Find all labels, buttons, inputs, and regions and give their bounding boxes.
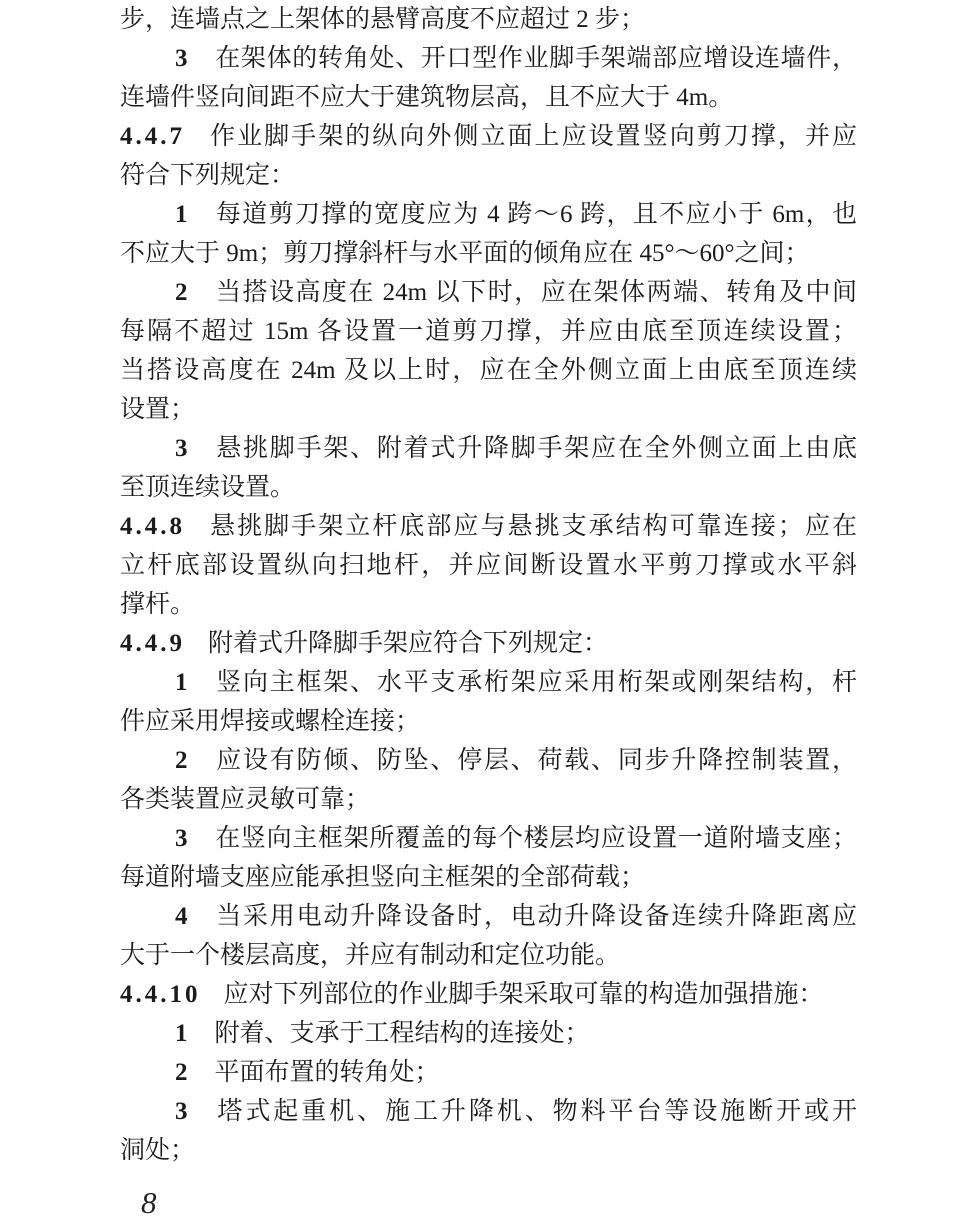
text-line: 3 悬挑脚手架、附着式升降脚手架应在全外侧立面上由底 [175, 435, 857, 462]
text-line: 4.4.8 悬挑脚手架立杆底部应与悬挑支承结构可靠连接；应在 [120, 513, 857, 540]
item-number: 1 [175, 669, 188, 696]
text-line: 2 应设有防倾、防坠、停层、荷载、同步升降控制装置， [175, 747, 857, 774]
item-number: 2 [175, 747, 188, 774]
text-line: 4 当采用电动升降设备时，电动升降设备连续升降距离应 [175, 903, 857, 930]
text-line: 符合下列规定： [120, 162, 296, 189]
text-line: 步，连墙点之上架体的悬臂高度不应超过 2 步； [120, 6, 646, 33]
text-line: 1 每道剪刀撑的宽度应为 4 跨～6 跨，且不应小于 6m，也 [175, 201, 857, 228]
text-line: 4.4.10 应对下列部位的作业脚手架采取可靠的构造加强措施： [120, 981, 824, 1008]
item-number: 3 [175, 435, 188, 462]
clause-number: 4.4.9 [120, 630, 185, 657]
item-number: 3 [175, 1098, 188, 1125]
item-number: 4 [175, 903, 188, 930]
text-line: 4.4.9 附着式升降脚手架应符合下列规定： [120, 630, 609, 657]
text-line: 立杆底部设置纵向扫地杆，并应间断设置水平剪刀撑或水平斜 [120, 552, 857, 579]
item-number: 3 [175, 825, 188, 852]
text-line: 1 附着、支承于工程结构的连接处； [175, 1020, 590, 1047]
text-line: 洞处； [120, 1137, 196, 1164]
item-number: 3 [175, 45, 188, 72]
text-line: 设置； [120, 396, 196, 423]
text-line: 3 在架体的转角处、开口型作业脚手架端部应增设连墙件， [175, 45, 857, 72]
text-line: 撑杆。 [120, 591, 196, 618]
text-line: 件应采用焊接或螺栓连接； [120, 708, 421, 735]
page-number: 8 [141, 1185, 157, 1220]
text-line: 不应大于 9m；剪刀撑斜杆与水平面的倾角应在 45°～60°之间； [120, 240, 810, 267]
text-line: 1 竖向主框架、水平支承桁架应采用桁架或刚架结构，杆 [175, 669, 857, 696]
text-line: 每隔不超过 15m 各设置一道剪刀撑，并应由底至顶连续设置； [120, 318, 857, 345]
item-number: 2 [175, 279, 188, 306]
item-number: 2 [175, 1059, 188, 1086]
clause-number: 4.4.7 [120, 123, 185, 150]
text-line: 每道附墙支座应能承担竖向主框架的全部荷载； [120, 864, 646, 891]
text-line: 2 当搭设高度在 24m 以下时，应在架体两端、转角及中间 [175, 279, 857, 306]
text-line: 3 塔式起重机、施工升降机、物料平台等设施断开或开 [175, 1098, 857, 1125]
text-line: 至顶连续设置。 [120, 474, 296, 501]
clause-number: 4.4.8 [120, 513, 185, 540]
text-line: 当搭设高度在 24m 及以上时，应在全外侧立面上由底至顶连续 [120, 357, 857, 384]
item-number: 1 [175, 201, 188, 228]
clause-number: 4.4.10 [120, 981, 201, 1008]
text-block [120, 0, 857, 1170]
text-line: 大于一个楼层高度，并应有制动和定位功能。 [120, 942, 621, 969]
text-line: 连墙件竖向间距不应大于建筑物层高，且不应大于 4m。 [120, 84, 734, 111]
text-line: 4.4.7 作业脚手架的纵向外侧立面上应设置竖向剪刀撑，并应 [120, 123, 857, 150]
item-number: 1 [175, 1020, 188, 1047]
text-line: 2 平面布置的转角处； [175, 1059, 440, 1086]
text-line: 3 在竖向主框架所覆盖的每个楼层均应设置一道附墙支座； [175, 825, 857, 852]
text-line: 各类装置应灵敏可靠； [120, 786, 371, 813]
